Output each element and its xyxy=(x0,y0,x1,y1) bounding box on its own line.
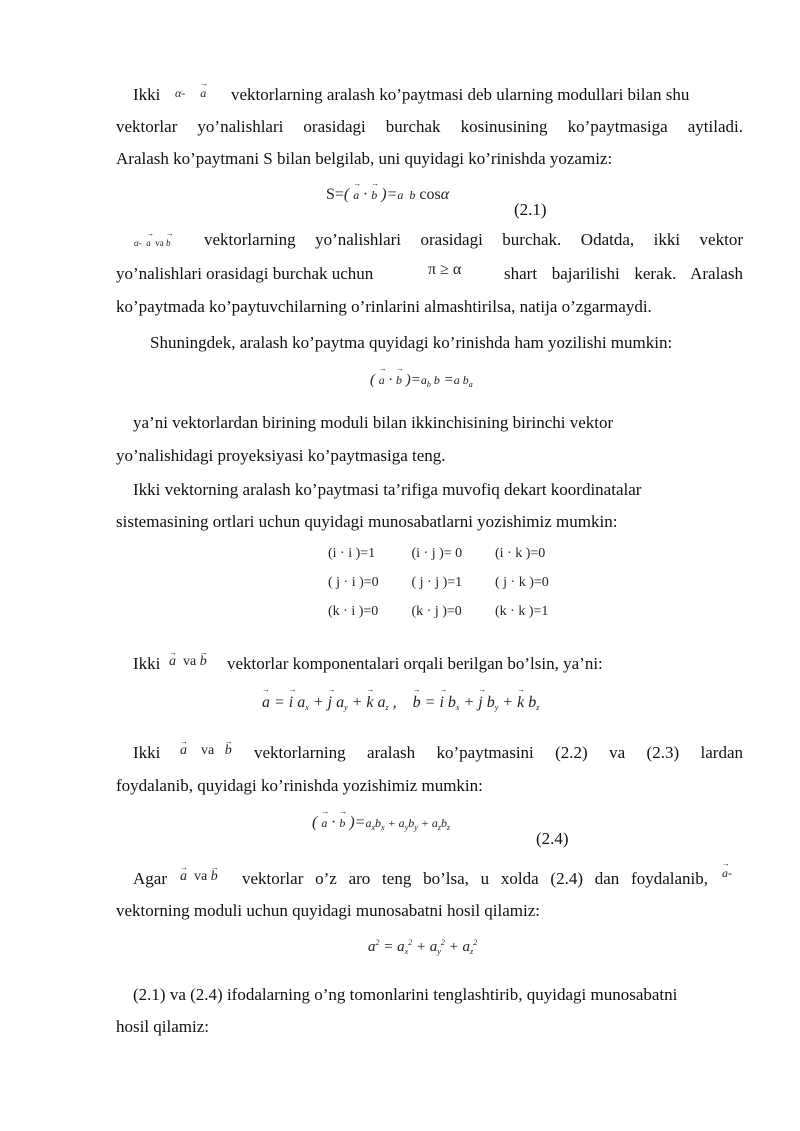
text-run: Agar xyxy=(133,869,167,888)
formula-a-va-b: → a va → b xyxy=(180,741,232,761)
text-run: Ikki xyxy=(133,85,161,104)
paragraph-line: hosil qilamiz: xyxy=(116,1017,210,1036)
equation-2-4: ( → a · → b )$=a_xb_x + a_yb_y + a_zb_z$ xyxy=(312,814,450,832)
text-run: vektorlar o’z aro teng bo’lsa, u xolda (2.4) dan foydalanib, xyxy=(242,869,708,888)
formula-a: → a‑ xyxy=(722,863,732,883)
paragraph-line xyxy=(116,261,743,284)
paragraph-line: ya’ni vektorlardan birining moduli bilan ikkinchisining birinchi vektor xyxy=(133,413,614,432)
formula-a-va-b: → a va → b xyxy=(180,867,218,887)
paragraph-line: vektorning moduli uchun quyidagi munosabatni hosil qilamiz: xyxy=(116,901,541,920)
paragraph-line xyxy=(133,85,743,105)
paragraph-line xyxy=(133,654,743,674)
paragraph-line: vektorlar yo’nalishlari orasidagi burchak kosinusining ko’paytmasiga aytiladi. xyxy=(116,117,743,136)
table-row: (k · i )=0 (k · j )=0 (k · k )=1 xyxy=(328,604,549,619)
text-run: vektorlarning yo’nalishlari orasidagi burchak. Odatda, ikki vektor xyxy=(204,230,743,249)
formula-a-va-b: → a va → b xyxy=(169,652,207,672)
formula-inequality: π ≥ α xyxy=(428,261,462,278)
table-row: (i · i )=1 (i · j )= 0 (i · k )=0 xyxy=(328,546,546,561)
paragraph-line: sistemasining ortlari uchun quyidagi munosabatlarni yozishimiz mumkin: xyxy=(116,512,618,531)
equation-components: → a = → i $a_x$ + → j $a_y$ + → k $a_z$ , → b = → i $b_x$ + → j $b_y$ + → k $b_z$ xyxy=(262,694,539,712)
equation-projection: ( → a · → b )$=a_b$ b =a $b_a$ xyxy=(370,372,473,389)
paragraph-line: Aralash ko’paytmani S bilan belgilab, uni quyidagi ko’rinishda yozamiz: xyxy=(116,149,613,168)
unit-vector-table xyxy=(328,546,575,633)
paragraph-line: ko’paytmada ko’paytuvchilarning o’rinlarini almashtirilsa, natija o’zgarmaydi. xyxy=(116,297,652,316)
paragraph-line: foydalanib, quyidagi ko’rinishda yozishimiz mumkin: xyxy=(116,776,483,795)
formula-alpha-a-b: α‑ → a va → b xyxy=(134,233,170,253)
text-run: Ikki xyxy=(133,743,161,762)
formula-alpha-a: α‑ → a xyxy=(175,83,206,103)
text-run: vektorlarning aralash ko’paytmasi deb ularning modullari bilan shu xyxy=(231,85,690,104)
table-row: ( j · i )=0 ( j · j )=1 ( j · k )=0 xyxy=(328,575,549,590)
equation-label: (2.4) xyxy=(536,829,569,848)
text-run: vektorlar komponentalari orqali berilgan bo’lsin, ya’ni: xyxy=(227,654,603,673)
paragraph-line: (2.1) va (2.4) ifodalarning o’ng tomonlarini tenglashtirib, quyidagi munosabatni xyxy=(133,985,678,1004)
text-run: vektorlarning aralash ko’paytmasini (2.2) va (2.3) lardan xyxy=(254,743,743,762)
equation-label: (2.1) xyxy=(514,200,547,219)
paragraph-line: Ikki vektorning aralash ko’paytmasi ta’rifiga muvofiq dekart koordinatalar xyxy=(133,480,642,499)
paragraph-line: Shuningdek, aralash ko’paytma quyidagi ko’rinishda ham yozilishi mumkin: xyxy=(150,333,673,352)
text-run: shart bajarilishi kerak. Aralash xyxy=(504,264,743,283)
equation-2-1: S=( → a · → b )=a b cosα xyxy=(326,186,449,204)
text-run: Ikki xyxy=(133,654,161,673)
paragraph-line: yo’nalishidagi proyeksiyasi ko’paytmasiga teng. xyxy=(116,446,446,465)
equation-modulus: $a^2 = a_x^2 + a_y^2 + a_z^2$ xyxy=(368,938,478,956)
text-run: yo’nalishlari orasidagi burchak uchun xyxy=(116,264,374,283)
